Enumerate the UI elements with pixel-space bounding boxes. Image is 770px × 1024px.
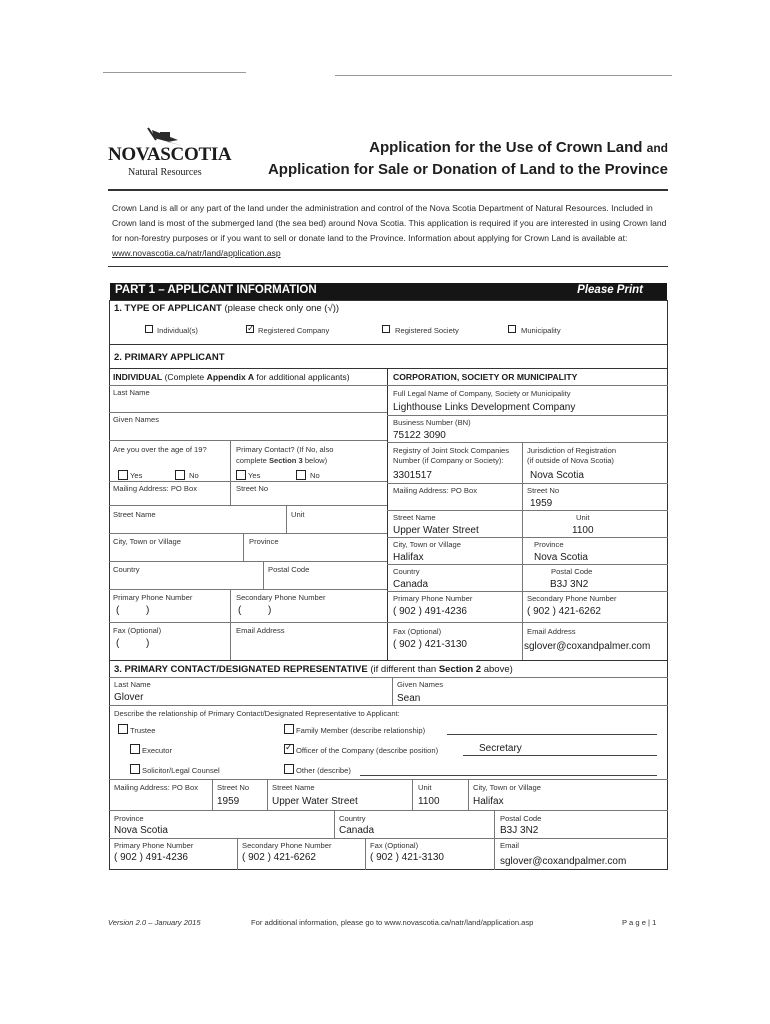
rep-postal-label: Postal Code: [500, 814, 542, 823]
rep-country-label: Country: [339, 814, 366, 823]
section2-title: 2. PRIMARY APPLICANT: [114, 352, 225, 363]
jurisdiction-label: Jurisdiction of Registration: [527, 446, 617, 455]
corp-street-no-label: Street No: [527, 486, 560, 495]
paren: ): [146, 605, 150, 616]
other-label: Other (describe): [296, 766, 351, 775]
section1-title: 1. TYPE OF APPLICANT (please check only one (√)): [114, 303, 340, 314]
section3-title: 3. PRIMARY CONTACT/DESIGNATED REPRESENTATIVE (if different than Section 2 above): [114, 664, 513, 675]
ind-unit-label: Unit: [291, 510, 305, 519]
version-footer: Version 2.0 – January 2015: [108, 918, 201, 927]
row-line: [387, 483, 668, 484]
registered-society-checkbox[interactable]: [382, 325, 390, 333]
registry-label: Registry of Joint Stock Companies: [393, 446, 510, 455]
corp-country-label: Country: [393, 567, 420, 576]
rep-unit-value[interactable]: 1100: [418, 796, 440, 807]
title-divider: [108, 189, 668, 191]
row-line: [109, 561, 387, 562]
paren: (: [116, 638, 120, 649]
rep-city-value[interactable]: Halifax: [473, 796, 504, 807]
individual-label: Individual(s): [157, 326, 198, 335]
rep-email-value[interactable]: sglover@coxandpalmer.com: [500, 856, 627, 867]
corp-email-value[interactable]: sglover@coxandpalmer.com: [524, 641, 651, 652]
row-line: [109, 533, 387, 534]
row-line: [109, 677, 668, 678]
cell-line: [286, 505, 287, 533]
ind-po-box-label: Mailing Address: PO Box: [113, 484, 197, 493]
trustee-label: Trustee: [130, 726, 156, 735]
rep-fax-value[interactable]: ( 902 ) 421-3130: [370, 852, 444, 863]
rep-secondary-phone-value[interactable]: ( 902 ) 421-6262: [242, 852, 316, 863]
cell-line: [392, 677, 393, 705]
cell-line: [263, 561, 264, 589]
ind-given-names-label: Given Names: [113, 415, 160, 424]
rep-street-no-value[interactable]: 1959: [217, 796, 240, 807]
ind-country-label: Country: [113, 565, 140, 574]
paren: ): [268, 605, 272, 616]
page-title-line-2: Application for Sale or Donation of Land to the Province: [267, 161, 668, 178]
ind-secondary-phone-label: Secondary Phone Number: [236, 593, 326, 602]
intro-paragraph: Crown Land is all or any part of the land under the administration and control of the Nova Scotia Department of Natural Resources. Included in Crown land is most of the submerged land (the sea bed) around Nova Scotia. This application is required if you are interested in using Crown land for non-forestry purposes or if you want to sell or donate land to the Province. Information about applying for Crown Land is available at: www.novascotia.ca/natr/land/application.asp: [112, 203, 667, 258]
corp-fax-label: Fax (Optional): [393, 627, 442, 636]
individual-header: INDIVIDUAL (Complete Appendix A for additional applicants): [113, 372, 350, 382]
over-19-yes-checkbox[interactable]: [118, 470, 128, 480]
bn-value[interactable]: 75122 3090: [393, 430, 446, 441]
officer-checkbox[interactable]: [284, 744, 294, 754]
divider: [109, 344, 668, 345]
ind-city-label: City, Town or Village: [113, 537, 181, 546]
primary-contact-label: Primary Contact? (If No, also: [236, 445, 334, 454]
executor-label: Executor: [142, 746, 172, 755]
ind-last-name-label: Last Name: [113, 388, 150, 397]
trustee-checkbox[interactable]: [118, 724, 128, 734]
officer-position-value[interactable]: Secretary: [479, 743, 522, 754]
row-line: [109, 589, 387, 590]
logo-wordmark: NOVASCOTIA: [108, 144, 232, 165]
other-checkbox[interactable]: [284, 764, 294, 774]
row-line: [109, 385, 387, 386]
rep-primary-phone-value[interactable]: ( 902 ) 491-4236: [114, 852, 188, 863]
rep-province-label: Province: [114, 814, 144, 823]
corp-street-name-value[interactable]: Upper Water Street: [393, 525, 479, 536]
part1-header: PART 1 – APPLICANT INFORMATION Please Print: [110, 283, 667, 300]
cell-line: [412, 779, 413, 810]
corp-postal-label: Postal Code: [551, 567, 593, 576]
cell-line: [494, 810, 495, 870]
rep-po-box-label: Mailing Address: PO Box: [114, 783, 198, 792]
officer-position-line: [463, 755, 657, 756]
registry-value[interactable]: 3301517: [393, 470, 432, 481]
row-line: [387, 564, 668, 565]
row-line: [109, 622, 387, 623]
primary-contact-label-2: complete Section 3 below): [236, 456, 328, 465]
row-line: [387, 385, 668, 386]
over-19-no-label: No: [189, 471, 199, 480]
corporation-header: CORPORATION, SOCIETY OR MUNICIPALITY: [393, 372, 578, 382]
corp-street-name-label: Street Name: [393, 513, 436, 522]
solicitor-label: Solicitor/Legal Counsel: [142, 766, 220, 775]
cell-line: [468, 779, 469, 810]
rep-unit-label: Unit: [418, 783, 432, 792]
divider: [109, 368, 668, 369]
row-line: [109, 440, 387, 441]
rep-province-value[interactable]: Nova Scotia: [114, 825, 168, 836]
corp-country-value[interactable]: Canada: [393, 579, 429, 590]
primary-contact-no-checkbox[interactable]: [296, 470, 306, 480]
cell-line: [243, 533, 244, 561]
row-line: [109, 705, 668, 706]
row-line: [109, 505, 387, 506]
scan-line: [103, 72, 246, 73]
corp-province-label: Province: [534, 540, 564, 549]
rep-street-name-label: Street Name: [272, 783, 315, 792]
corp-unit-label: Unit: [576, 513, 590, 522]
over-19-label: Are you over the age of 19?: [113, 445, 207, 454]
divider: [109, 660, 668, 661]
corp-primary-phone-label: Primary Phone Number: [393, 594, 473, 603]
ind-primary-phone-label: Primary Phone Number: [113, 593, 193, 602]
rep-country-value[interactable]: Canada: [339, 825, 375, 836]
row-line: [387, 591, 668, 592]
officer-label: Officer of the Company (describe position): [296, 746, 439, 755]
page-title-line-1: Application for the Use of Crown Land and: [369, 139, 668, 156]
rep-given-names-value[interactable]: Sean: [397, 693, 421, 704]
other-description-line: [360, 775, 657, 776]
corp-province-value[interactable]: Nova Scotia: [534, 552, 588, 563]
row-line: [109, 412, 387, 413]
row-line: [522, 537, 668, 538]
cell-line: [230, 589, 231, 660]
rep-email-label: Email: [500, 841, 519, 850]
rep-city-label: City, Town or Village: [473, 783, 541, 792]
family-member-label: Family Member (describe relationship): [296, 726, 426, 735]
info-footer: For additional information, please go to www.novascotia.ca/natr/land/application.asp: [251, 918, 534, 927]
primary-contact-yes-label: Yes: [248, 471, 261, 480]
legal-name-value[interactable]: Lighthouse Links Development Company: [393, 402, 576, 413]
rep-last-name-label: Last Name: [114, 680, 151, 689]
rep-given-names-label: Given Names: [397, 680, 444, 689]
row-line: [387, 510, 668, 511]
scan-line: [335, 75, 672, 76]
row-line: [109, 810, 668, 811]
ind-street-no-label: Street No: [236, 484, 269, 493]
relationship-label: Describe the relationship of Primary Contact/Designated Representative to Applicant:: [114, 709, 400, 718]
corp-secondary-phone-value[interactable]: ( 902 ) 421-6262: [527, 606, 601, 617]
individual-checkbox[interactable]: [145, 325, 153, 333]
corp-email-label: Email Address: [527, 627, 576, 636]
row-line: [387, 622, 668, 623]
solicitor-checkbox[interactable]: [130, 764, 140, 774]
over-19-no-checkbox[interactable]: [175, 470, 185, 480]
ind-province-label: Province: [249, 537, 279, 546]
cell-line: [230, 440, 231, 505]
cell-line: [365, 838, 366, 870]
row-line: [387, 442, 668, 443]
rep-street-no-label: Street No: [217, 783, 250, 792]
corp-unit-value[interactable]: 1100: [572, 525, 594, 536]
application-link[interactable]: www.novascotia.ca/natr/land/application.asp: [112, 248, 281, 258]
executor-checkbox[interactable]: [130, 744, 140, 754]
registry-label-2: Number (if Company or Society):: [393, 456, 504, 465]
paren: (: [238, 605, 242, 616]
intro-divider: [108, 266, 668, 267]
row-line: [387, 415, 668, 416]
rep-secondary-phone-label: Secondary Phone Number: [242, 841, 332, 850]
corp-city-label: City, Town or Village: [393, 540, 461, 549]
family-relationship-line: [447, 734, 657, 735]
corp-postal-value[interactable]: B3J 3N2: [550, 579, 589, 590]
municipality-label: Municipality: [521, 326, 561, 335]
row-line: [109, 481, 387, 482]
rep-last-name-value[interactable]: Glover: [114, 692, 144, 703]
row-line: [109, 779, 668, 780]
jurisdiction-label-2: (if outside of Nova Scotia): [527, 456, 614, 465]
registered-company-checkbox[interactable]: [246, 325, 254, 333]
legal-name-label: Full Legal Name of Company, Society or Municipality: [393, 389, 571, 398]
corp-primary-phone-value[interactable]: ( 902 ) 491-4236: [393, 606, 467, 617]
rep-fax-label: Fax (Optional): [370, 841, 419, 850]
cell-line: [212, 779, 213, 810]
row-line: [387, 537, 522, 538]
primary-contact-no-label: No: [310, 471, 320, 480]
corp-secondary-phone-label: Secondary Phone Number: [527, 594, 617, 603]
corp-street-no-value[interactable]: 1959: [530, 498, 553, 509]
rep-postal-value[interactable]: B3J 3N2: [500, 825, 539, 836]
ind-email-label: Email Address: [236, 626, 285, 635]
row-line: [109, 838, 668, 839]
corp-po-box-label: Mailing Address: PO Box: [393, 486, 477, 495]
page-number: P a g e | 1: [622, 918, 657, 927]
ind-street-name-label: Street Name: [113, 510, 156, 519]
column-divider: [387, 368, 388, 660]
jurisdiction-value[interactable]: Nova Scotia: [530, 470, 584, 481]
registered-company-label: Registered Company: [258, 326, 330, 335]
over-19-yes-label: Yes: [130, 471, 143, 480]
paren: (: [116, 605, 120, 616]
rep-primary-phone-label: Primary Phone Number: [114, 841, 194, 850]
bn-label: Business Number (BN): [393, 418, 471, 427]
rep-street-name-value[interactable]: Upper Water Street: [272, 796, 358, 807]
cell-line: [522, 442, 523, 660]
cell-line: [237, 838, 238, 870]
cell-line: [334, 810, 335, 838]
registered-society-label: Registered Society: [395, 326, 459, 335]
corp-city-value[interactable]: Halifax: [393, 552, 424, 563]
corp-fax-value[interactable]: ( 902 ) 421-3130: [393, 639, 467, 650]
cell-line: [267, 779, 268, 810]
primary-contact-yes-checkbox[interactable]: [236, 470, 246, 480]
family-member-checkbox[interactable]: [284, 724, 294, 734]
paren: ): [146, 638, 150, 649]
department-name: Natural Resources: [128, 167, 202, 178]
ind-postal-label: Postal Code: [268, 565, 310, 574]
municipality-checkbox[interactable]: [508, 325, 516, 333]
ind-fax-label: Fax (Optional): [113, 626, 162, 635]
